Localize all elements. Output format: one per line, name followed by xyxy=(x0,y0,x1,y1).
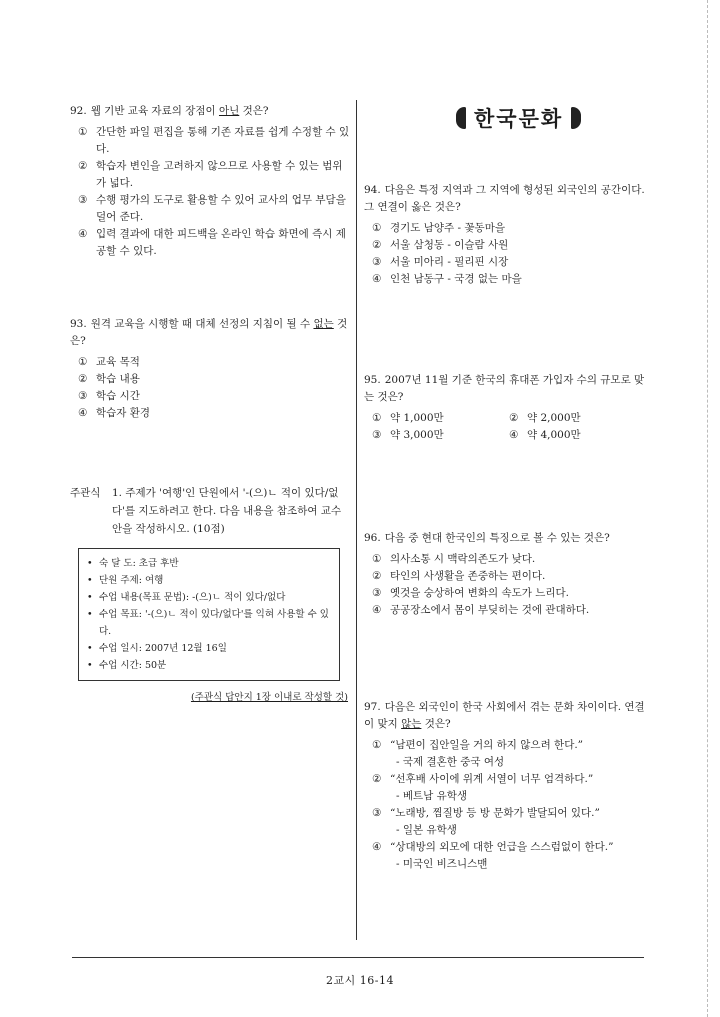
option-text: 서울 삼청동 - 이슬람 사원 xyxy=(390,239,509,251)
question-94-stem xyxy=(364,182,646,216)
essay-prompt: 1. 주제가 '여행'인 단원에서 '-(으)ㄴ 적이 있다/없다'를 지도하려고 한다. 다음 내용을 참조하여 교수안을 작성하시오. (10점) xyxy=(112,487,342,535)
title-bracket-left-icon xyxy=(456,107,466,129)
bullet: • xyxy=(87,643,93,654)
section-title xyxy=(456,103,581,133)
option-source: - 미국인 비즈니스맨 xyxy=(396,858,488,870)
option-text: 약 3,000만 xyxy=(390,429,444,441)
option-text: 학습 시간 xyxy=(96,390,140,402)
option-source: - 일본 유학생 xyxy=(396,824,457,836)
option-source: - 국제 결혼한 중국 여성 xyxy=(396,756,505,768)
question-93-stem xyxy=(70,316,350,350)
question-96-stem xyxy=(364,530,646,547)
option-source: - 베트남 유학생 xyxy=(396,790,468,802)
question-93 xyxy=(70,316,350,422)
option-text: 약 1,000만 xyxy=(390,412,444,424)
question-number: 96. xyxy=(364,532,381,544)
option xyxy=(509,410,646,427)
page-edge xyxy=(707,0,708,1017)
option-marker: ④ xyxy=(372,273,382,285)
stem-text: 다음은 외국인이 한국 사회에서 겪는 문화 차이이다. 연결이 맞지 xyxy=(364,701,645,730)
option-marker: ③ xyxy=(372,587,382,599)
question-96 xyxy=(364,530,646,619)
option-marker: ② xyxy=(372,239,382,251)
option-row xyxy=(364,410,646,427)
option-text: 경기도 남양주 - 꽃동마을 xyxy=(390,222,505,234)
option xyxy=(372,427,509,444)
section-title-text: 한국문화 xyxy=(474,106,564,131)
option-marker: ② xyxy=(78,373,88,385)
bullet: • xyxy=(87,609,93,620)
option-row xyxy=(364,427,646,444)
option-marker: ② xyxy=(372,570,382,582)
option-marker: ③ xyxy=(78,390,88,402)
condition-text: 수업 내용(목표 문법): -(으)ㄴ 적이 있다/없다 xyxy=(99,592,286,603)
footer-rule xyxy=(72,957,644,958)
question-92 xyxy=(70,103,350,260)
page-footer: 2교시 16-14 xyxy=(326,974,394,987)
option-marker: ④ xyxy=(78,407,88,419)
option-text: 학습자 변인을 고려하지 않으므로 사용할 수 있는 범위가 넓다. xyxy=(96,160,343,189)
option-text: 입력 결과에 대한 피드백을 온라인 학습 화면에 즉시 제공할 수 있다. xyxy=(96,228,346,257)
condition-text: 숙 달 도: 초급 후반 xyxy=(99,558,179,569)
question-number: 97. xyxy=(364,701,381,713)
essay-label: 주관식 xyxy=(70,487,101,499)
condition-item xyxy=(87,606,333,640)
option xyxy=(364,254,646,271)
question-number: 93. xyxy=(70,318,87,330)
option xyxy=(364,585,646,602)
option xyxy=(70,158,350,192)
option-text: “노래방, 찜질방 등 방 문화가 발달되어 있다.” xyxy=(390,807,600,819)
question-number: 94. xyxy=(364,184,381,196)
bullet: • xyxy=(87,592,93,603)
option xyxy=(70,354,350,371)
stem-text: 것은? xyxy=(70,318,348,347)
option-text: 수행 평가의 도구로 활용할 수 있어 교사의 업무 부담을 덜어 준다. xyxy=(96,194,346,223)
option-marker: ③ xyxy=(372,807,382,819)
stem-text: 다음 중 현대 한국인의 특징으로 볼 수 있는 것은? xyxy=(384,532,610,544)
left-column xyxy=(70,103,350,707)
option xyxy=(364,839,646,856)
stem-text: 것은? xyxy=(239,105,269,117)
option xyxy=(372,410,509,427)
condition-item xyxy=(87,572,333,589)
condition-text: 수업 목표: '-(으)ㄴ 적이 있다/없다'를 익혀 사용할 수 있다. xyxy=(99,609,329,637)
stem-text: 2007년 11월 기준 한국의 휴대폰 가입자 수의 규모로 맞는 것은? xyxy=(364,374,645,403)
condition-item xyxy=(87,589,333,606)
option-text: “남편이 집안일을 거의 하지 않으려 한다.” xyxy=(390,739,584,751)
bullet: • xyxy=(87,558,93,569)
question-95 xyxy=(364,372,646,444)
option-marker: ① xyxy=(372,739,382,751)
stem-emphasis: 않는 xyxy=(401,718,422,730)
option-text: 간단한 파일 편집을 통해 기존 자료를 쉽게 수정할 수 있다. xyxy=(96,126,350,155)
option-marker: ① xyxy=(78,356,88,368)
option-marker: ② xyxy=(78,160,88,172)
option-marker: ④ xyxy=(509,429,519,441)
option xyxy=(364,237,646,254)
option xyxy=(364,602,646,619)
question-number: 92. xyxy=(70,105,87,117)
title-bracket-right-icon xyxy=(571,107,581,129)
option-marker: ① xyxy=(372,222,382,234)
condition-item xyxy=(87,640,333,657)
option xyxy=(364,737,646,754)
stem-text: 웹 기반 교육 자료의 장점이 xyxy=(90,105,219,117)
option xyxy=(70,371,350,388)
option xyxy=(70,226,350,260)
condition-text: 수업 시간: 50분 xyxy=(99,660,167,671)
option-marker: ③ xyxy=(372,429,382,441)
option-text: 인천 남동구 - 국경 없는 마을 xyxy=(390,273,522,285)
bullet: • xyxy=(87,660,93,671)
option-marker: ① xyxy=(78,126,88,138)
option-marker: ③ xyxy=(372,256,382,268)
option-marker: ③ xyxy=(78,194,88,206)
question-94 xyxy=(364,182,646,288)
option xyxy=(70,405,350,422)
option xyxy=(70,192,350,226)
option-marker: ① xyxy=(372,553,382,565)
option xyxy=(364,568,646,585)
question-92-stem xyxy=(70,103,350,120)
condition-item xyxy=(87,657,333,674)
stem-text: 다음은 특정 지역과 그 지역에 형성된 외국인의 공간이다. 그 연결이 옳은 것은? xyxy=(364,184,645,213)
option xyxy=(364,771,646,788)
option-marker: ④ xyxy=(372,604,382,616)
stem-emphasis: 없는 xyxy=(313,318,334,330)
option-text: 약 2,000만 xyxy=(527,412,581,424)
option-text: 서울 미아리 - 필리핀 시장 xyxy=(390,256,509,268)
option-text: 의사소통 시 맥락의존도가 낮다. xyxy=(390,553,536,565)
option xyxy=(364,220,646,237)
stem-text: 원격 교육을 시행할 때 대체 선정의 지침이 될 수 xyxy=(90,318,314,330)
option-marker: ② xyxy=(509,412,519,424)
option xyxy=(364,805,646,822)
condition-text: 단원 주제: 여행 xyxy=(99,575,164,586)
option-marker: ① xyxy=(372,412,382,424)
question-97-stem xyxy=(364,699,646,733)
essay-conditions-box xyxy=(78,548,340,681)
option-marker: ② xyxy=(372,773,382,785)
option xyxy=(70,124,350,158)
option-text: 타인의 사생활을 존중하는 편이다. xyxy=(390,570,546,582)
option-marker: ④ xyxy=(372,841,382,853)
bullet: • xyxy=(87,575,93,586)
option xyxy=(509,427,646,444)
option xyxy=(70,388,350,405)
stem-emphasis: 아닌 xyxy=(218,105,240,117)
option-text: 교육 목적 xyxy=(96,356,140,368)
condition-item xyxy=(87,555,333,572)
essay-lead xyxy=(70,484,350,538)
question-97 xyxy=(364,699,646,873)
column-divider xyxy=(356,100,357,940)
option-text: 옛것을 숭상하여 변화의 속도가 느리다. xyxy=(390,587,569,599)
condition-text: 수업 일시: 2007년 12월 16일 xyxy=(99,643,227,654)
option xyxy=(364,551,646,568)
essay-question-1 xyxy=(70,484,350,707)
question-95-stem xyxy=(364,372,646,406)
option-marker: ④ xyxy=(78,228,88,240)
option-text: 학습자 환경 xyxy=(96,407,151,419)
option-text: 공공장소에서 몸이 부딪히는 것에 관대하다. xyxy=(390,604,590,616)
option-text: “선후배 사이에 위계 서열이 너무 엄격하다.” xyxy=(390,773,594,785)
option-text: 학습 내용 xyxy=(96,373,140,385)
right-column xyxy=(364,182,646,873)
essay-answer-note: (주관식 답안지 1장 이내로 작성할 것) xyxy=(190,692,348,703)
stem-text: 것은? xyxy=(421,718,451,730)
option-text: “상대방의 외모에 대한 언급을 스스럼없이 한다.” xyxy=(390,841,614,853)
option-text: 약 4,000만 xyxy=(527,429,581,441)
question-number: 95. xyxy=(364,374,381,386)
option xyxy=(364,271,646,288)
